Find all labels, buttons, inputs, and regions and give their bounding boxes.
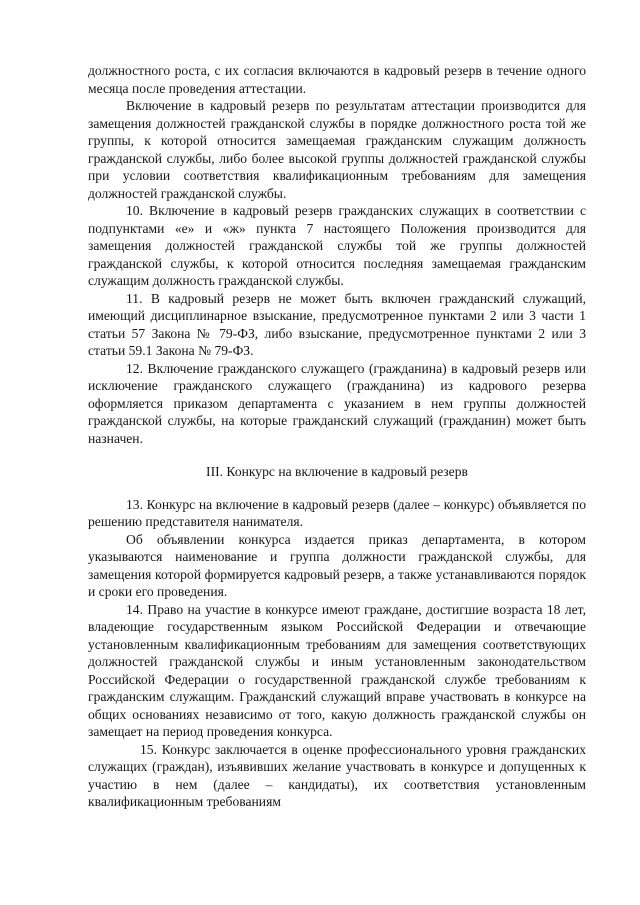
document-page (88, 62, 586, 811)
paragraph-14: 14. Право на участие в конкурсе имеют граждане, достигшие возраста 18 лет, владеющие государственным языком Российской Федерации и отвечающие установленным квалификационным требованиям для замещения соответствующих должностей гражданской службы и иным установленным законодательством Российской Федерации о государственной гражданской службе требованиям к гражданским служащим. Гражданский служащий вправе участвовать в конкурсе на общих основаниях независимо от того, какую должность гражданской службы он замещает на период проведения конкурса. (88, 601, 586, 739)
section-heading-3: III. Конкурс на включение в кадровый резерв (206, 464, 468, 479)
paragraph-15: 15. Конкурс заключается в оценке профессионального уровня гражданских служащих (граждан), изъявивших желание участвовать в конкурсе и допущенных к участию в нем (далее – кандидаты), их соответствия установленным квалификационным требованиям (88, 741, 586, 809)
paragraph-continuation: должностного роста, с их согласия включаются в кадровый резерв в течение одного месяца после проведения аттестации. (88, 63, 586, 96)
paragraph-12: 12. Включение гражданского служащего (гражданина) в кадровый резерв или исключение гражданского служащего (гражданина) из кадрового резерва оформляется приказом департамента с указанием в нем группы должностей гражданской службы, на которые гражданский служащий (гражданин) может быть назначен. (88, 360, 586, 446)
paragraph-10: 10. Включение в кадровый резерв гражданских служащих в соответствии с подпунктами «е» и «ж» пункта 7 настоящего Положения производится для замещения должностей гражданской службы той же группы должностей гражданской службы, к которой относится последняя замещаемая гражданским служащим должность гражданской службы. (88, 203, 586, 288)
paragraph-attestation-inclusion: Включение в кадровый резерв по результатам аттестации производится для замещения должностей гражданской службы в порядке должностного роста той же группы, к которой относится замещаемая гражданским служащим должность гражданской службы, либо более высокой группы должностей гражданской службы при условии соответствия квалификационным требованиям для замещения должностей гражданской службы. (88, 98, 586, 201)
paragraph-announcement: Об объявлении конкурса издается приказ департамента, в котором указываются наименование и группа должности гражданской службы, для замещения которой формируется кадровый резерв, а также устанавливаются порядок и сроки его проведения. (88, 531, 586, 599)
paragraph-13: 13. Конкурс на включение в кадровый резерв (далее – конкурс) объявляется по решению представителя нанимателя. (88, 496, 586, 529)
paragraph-11: 11. В кадровый резерв не может быть включен гражданский служащий, имеющий дисциплинарное взыскание, предусмотренное пунктами 2 или 3 части 1 статьи 57 Закона № 79-ФЗ, либо взыскание, предусмотренное пунктами 2 или 3 статьи 59.1 Закона № 79-ФЗ. (88, 290, 586, 358)
